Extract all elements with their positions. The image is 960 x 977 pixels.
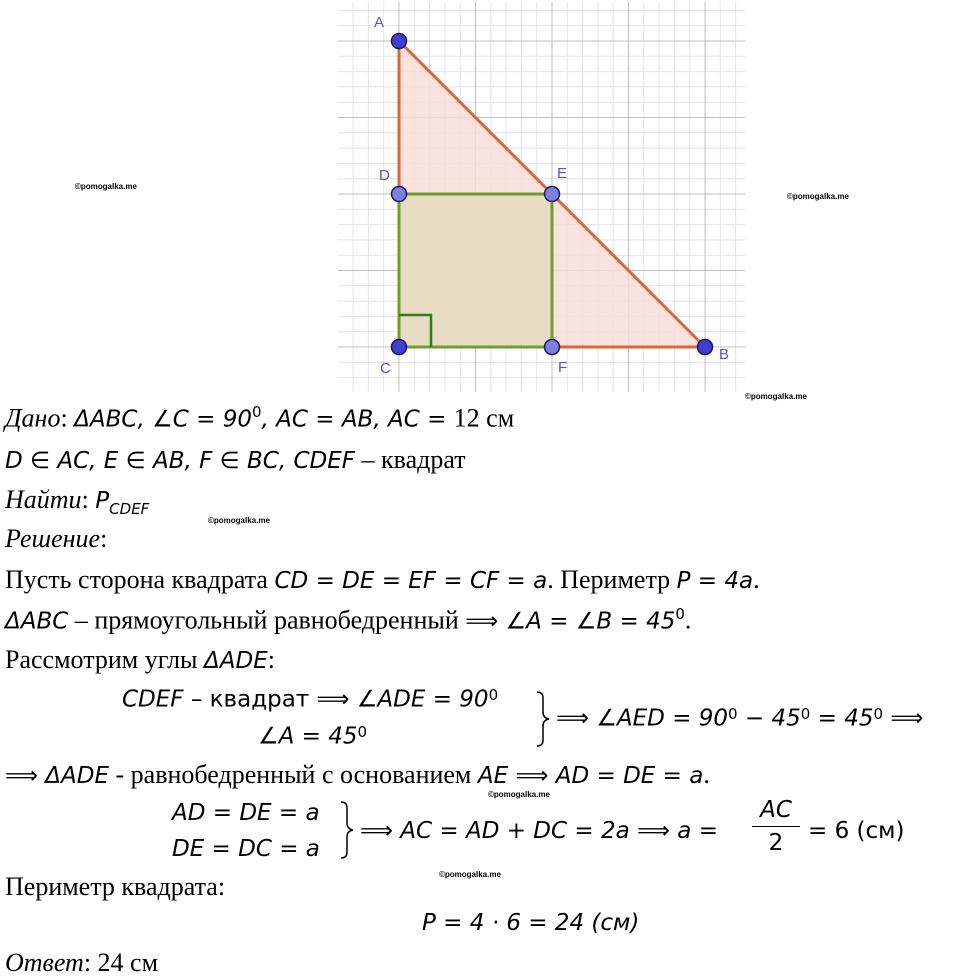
given2-math: D ∈ AC, E ∈ AB, F ∈ BC, CDEF (5, 448, 355, 474)
degree: 0 (873, 705, 884, 723)
label-c: C (380, 360, 391, 377)
math: ⟹ AC = AD + DC = 2a ⟹ a = (360, 818, 718, 844)
find-label: Найти (5, 485, 82, 514)
math: AD = DE = a (172, 800, 320, 826)
system-1-row-2 (258, 725, 367, 748)
solution-step-1 (5, 567, 760, 593)
math: DE = DC = a (172, 836, 320, 862)
watermark: ©pomogalka.me (439, 870, 501, 879)
square-cdef (399, 194, 552, 347)
point-b (698, 340, 713, 355)
math: CD = DE = EF = CF = a (274, 568, 548, 594)
math: = 6 (см) (808, 818, 905, 844)
solution-label-line (5, 526, 107, 552)
text: Рассмотрим углы (5, 645, 205, 674)
given-math: ΔABC, ∠C = 90 (74, 406, 252, 433)
math: P = 4 · 6 = 24 (см) (422, 910, 640, 936)
given-math-2: , AC = AB, AC = (261, 406, 454, 433)
watermark: ©pomogalka.me (208, 516, 270, 525)
fraction-bar (752, 826, 800, 827)
given-line (5, 405, 514, 432)
find-p: P (95, 488, 110, 514)
find-line (5, 487, 149, 517)
solution-step-4 (5, 762, 710, 788)
label-f: F (558, 359, 568, 376)
degree: 0 (675, 605, 685, 623)
math: ΔABC (5, 608, 69, 635)
degree: 0 (800, 705, 811, 723)
colon: : (81, 485, 89, 514)
system-2-row-1 (172, 802, 320, 825)
solution-step-5 (5, 874, 225, 900)
text: – прямоугольный равнобедренный (68, 605, 466, 635)
system-2-tail (808, 820, 904, 843)
brace-1 (534, 690, 552, 748)
label-a: A (374, 14, 385, 31)
math: ΔADE (204, 648, 268, 674)
fraction-numerator: AC (760, 797, 792, 823)
given-label: Дано (5, 403, 61, 433)
text: : (267, 645, 275, 674)
system-2-row-2 (172, 838, 320, 861)
point-a (392, 34, 407, 49)
label-e: E (557, 165, 568, 182)
text: . (703, 760, 710, 789)
math: ⟹ ∠AED = 90 (556, 705, 729, 732)
answer-line (5, 950, 158, 976)
text: . (684, 605, 692, 635)
fraction (752, 796, 800, 857)
system-2-result (360, 820, 718, 843)
math: − 45 (737, 705, 801, 732)
text: – квадрат (183, 686, 317, 713)
watermark: ©pomogalka.me (488, 790, 550, 799)
math: CDEF (122, 686, 184, 713)
watermark: ©pomogalka.me (75, 182, 137, 191)
given-line-2 (5, 447, 466, 473)
answer-value: 24 см (91, 948, 159, 977)
math: ∠A = 45 (258, 723, 358, 750)
given-value: 12 см (453, 403, 515, 433)
text: Периметр квадрата: (5, 872, 226, 901)
math: = 45 (810, 705, 874, 732)
degree: 0 (251, 403, 262, 421)
point-e (545, 187, 560, 202)
label-b: B (719, 346, 730, 363)
math: ⟹ ∠A = ∠B = 45 (465, 608, 676, 635)
colon: : (83, 948, 92, 977)
text: - равнобедренный с основанием (109, 760, 478, 789)
colon: : (100, 524, 108, 553)
degree: 0 (488, 686, 499, 704)
system-1-result (556, 707, 923, 730)
brace-2 (338, 800, 356, 860)
answer-label: Ответ (5, 948, 84, 977)
label-d: D (379, 167, 390, 184)
math: ⟹ ΔADE (5, 763, 109, 789)
solution-step-2 (5, 607, 691, 634)
fraction-denominator: 2 (768, 830, 784, 856)
text: . Периметр (547, 565, 677, 594)
watermark: ©pomogalka.me (745, 392, 807, 401)
text: Пусть сторона квадрата (5, 565, 275, 594)
system-1-row-1 (122, 688, 498, 711)
math: AE ⟹ AD = DE = a (477, 763, 704, 789)
point-c (392, 340, 407, 355)
text: . (753, 565, 760, 594)
given2-text: – квадрат (355, 445, 466, 474)
degree: 0 (357, 723, 368, 741)
colon: : (60, 403, 68, 433)
math: ⟹ ∠ADE = 90 (316, 686, 489, 713)
find-subscript: CDEF (109, 500, 150, 519)
watermark: ©pomogalka.me (787, 192, 849, 201)
solution-label: Решение (5, 524, 101, 553)
solution-step-3 (5, 647, 275, 673)
math: ⟹ (883, 705, 924, 732)
perimeter-formula (422, 912, 639, 935)
point-f (545, 340, 560, 355)
point-d (392, 187, 407, 202)
math: P = 4a (676, 568, 754, 594)
degree: 0 (728, 705, 738, 723)
